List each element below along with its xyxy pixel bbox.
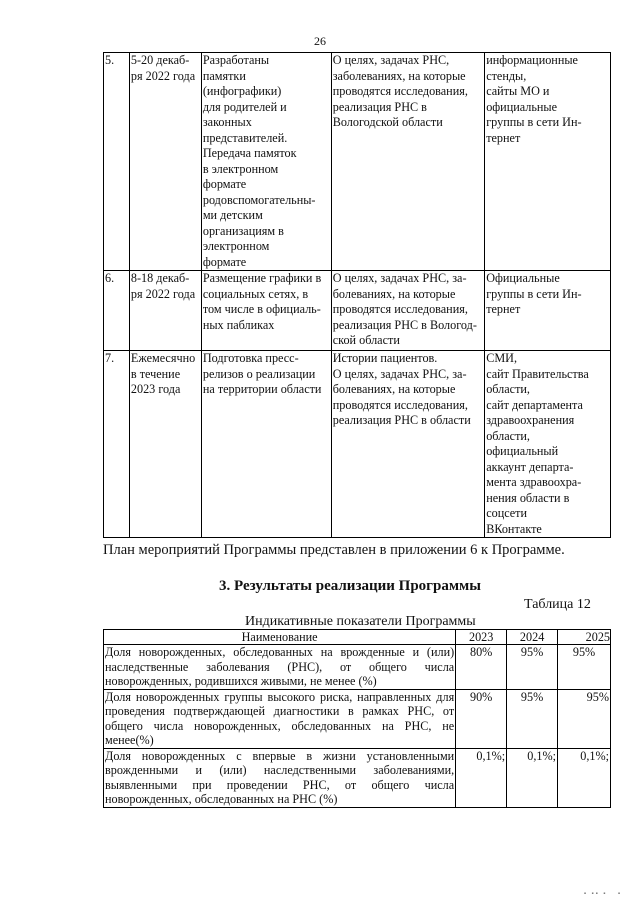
events-table [103,52,611,538]
event-goal: Истории пациентов. О целях, задачах РНС, за- болеваниях, на которые проводятся исследования, реализация РНС в области [331,351,484,538]
indicator-value-2025: 0,1%; [558,748,611,807]
column-header-name: Наименование [104,630,456,645]
table-caption: Таблица 12 [524,597,591,612]
column-header-2023: 2023 [456,630,507,645]
indicator-name: Доля новорожденных группы высокого риска, направленных для проведения подтверждающей диагностики в рамках РНС, от общего числа новорожденных, обследованных на РНС, не менее(%) [105,689,455,747]
event-channel: Официальные группы в сети Ин- тернет [485,271,611,351]
scan-mark: ▪ ▪▪ ▪ ▪ [583,891,622,897]
row-number: 7. [104,351,130,538]
table-row [104,748,611,807]
section-heading: 3. Результаты реализации Программы [219,578,481,594]
event-action: Подготовка пресс- релизов о реализации на территории области [201,351,331,538]
indicator-value-2025: 95% [558,645,611,690]
column-header-2025: 2025 [558,630,611,645]
indicator-value-2024: 0,1%; [507,748,558,807]
event-date: 5-20 декаб- ря 2022 года [129,53,201,271]
table-row [104,645,611,690]
indicator-value-2025: 95% [558,689,611,748]
indicator-value-2024: 95% [507,645,558,690]
page-number: 26 [314,34,326,48]
event-channel: информационные стенды, сайты МО и официальные группы в сети Ин- тернет [485,53,611,271]
indicator-value-2023: 90% [456,689,507,748]
table-row [104,53,611,271]
row-number: 6. [104,271,130,351]
event-action: Размещение графики в социальных сетях, в том числе в официаль- ных пабликах [201,271,331,351]
table-title: Индикативные показатели Программы [245,614,476,629]
indicator-value-2023: 80% [456,645,507,690]
table-row [104,689,611,748]
column-header-2024: 2024 [507,630,558,645]
table-row [104,351,611,538]
table-row [104,271,611,351]
event-channel: СМИ, сайт Правительства области, сайт департамента здравоохранения области, официальный аккаунт департа- мента здравоохра- нения области в соцсети ВКонтакте [485,351,611,538]
indicator-value-2023: 0,1%; [456,748,507,807]
event-date: Ежемесячно в течение 2023 года [129,351,201,538]
row-number: 5. [104,53,130,271]
event-goal: О целях, задачах РНС, за- болеваниях, на которые проводятся исследования, реализация РНС в Вологод- ской области [331,271,484,351]
plan-note: План мероприятий Программы представлен в приложении 6 к Программе. [103,542,565,558]
indicators-table [103,629,611,808]
event-action: Разработаны памятки (инфографики) для родителей и законных представителей. Передача памяток в электронном формате родовспомогательны- ми детским организациям в электронном формате [201,53,331,271]
event-date: 8-18 декаб- ря 2022 года [129,271,201,351]
indicator-value-2024: 95% [507,689,558,748]
indicator-name: Доля новорожденных с впервые в жизни установленными врожденными и (или) наследственными заболеваниями, выявленными при проведении РНС, от общего числа новорожденных, обследованных на РНС (%) [105,748,455,806]
table-header-row [104,630,611,645]
event-goal: О целях, задачах РНС, заболеваниях, на которые проводятся исследования, реализация РНС в Вологодской области [331,53,484,271]
indicator-name: Доля новорожденных, обследованных на врожденные и (или) наследственные заболевания (РНС), от общего числа новорожденных, родившихся живыми, не менее (%) [105,645,455,688]
